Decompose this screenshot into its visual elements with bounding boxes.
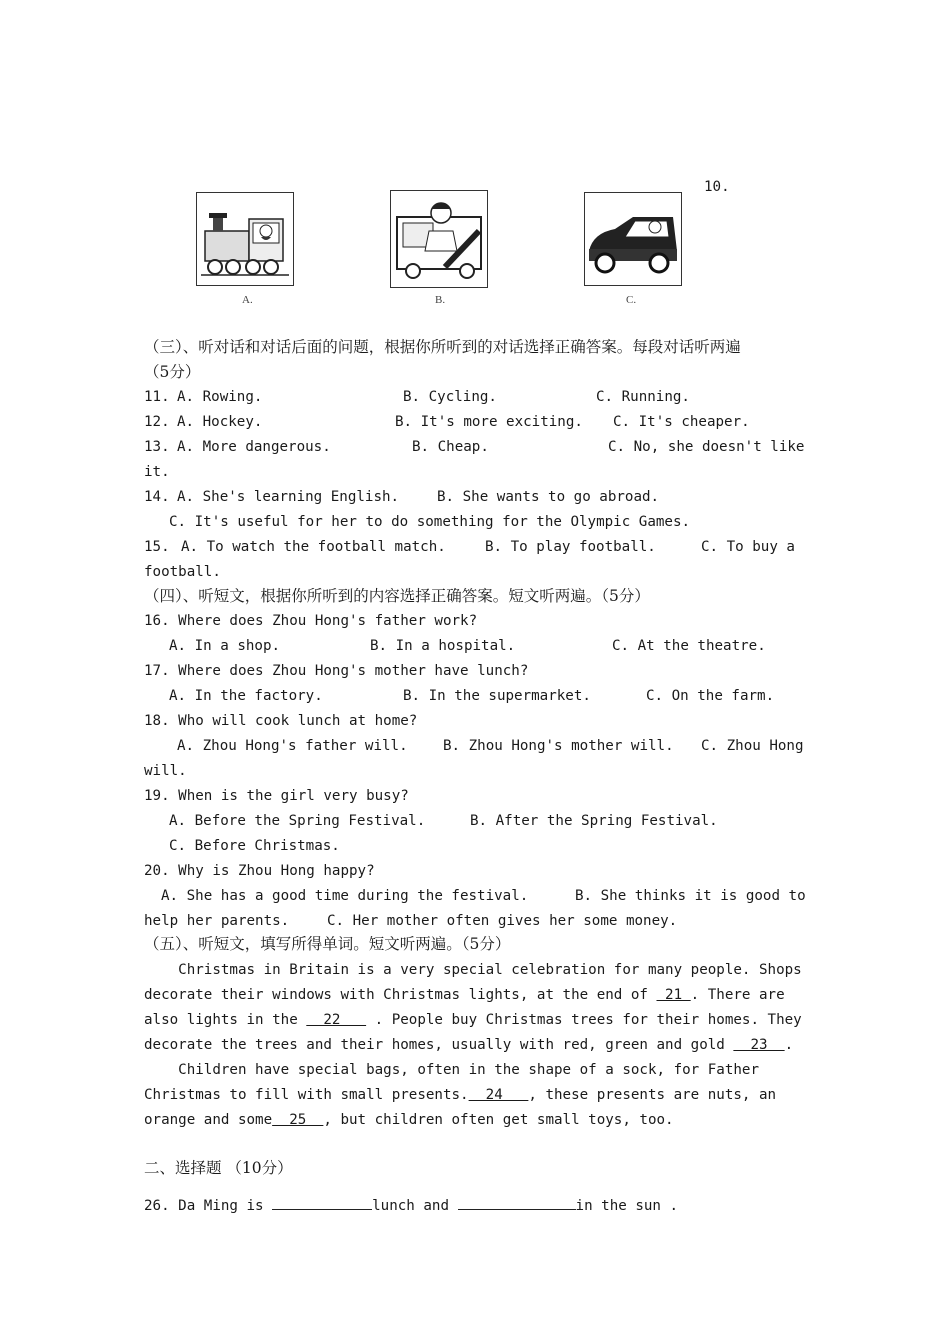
q17-option-c: C. On the farm. [646,688,775,704]
passage-line-6: Christmas to fill with small presents. 24 , these presents are nuts, an [144,1087,777,1103]
option-b-picture [390,190,488,288]
section-5-header: （五）、听短文，填写所得单词。短文听两遍。（5分） [144,935,511,953]
q20-option-a: A. She has a good time during the festival. [161,888,529,904]
option-a-label: A. [242,294,253,306]
q26-line: 26. Da Ming is lunch and in the sun . [144,1195,678,1216]
q18-option-c-cont: will. [144,763,187,779]
q11-number: 11. [144,389,170,405]
q18-option-a: A. Zhou Hong's father will. [177,738,408,754]
question-10-number: 10. [704,179,730,195]
blank-22[interactable]: 22 [306,1012,367,1028]
passage-line-2: decorate their windows with Christmas lights, at the end of 21 . There are [144,987,785,1003]
q13-option-b: B. Cheap. [412,439,489,455]
passage-line-4: decorate the trees and their homes, usually with red, green and gold 23 . [144,1037,794,1053]
q15-option-c-cont: football. [144,564,221,580]
q20-option-c: C. Her mother often gives her some money. [327,913,678,929]
q11-option-b: B. Cycling. [403,389,497,405]
option-a-picture [196,192,294,286]
q13-number: 13. [144,439,170,455]
q19-option-c: C. Before Christmas. [169,838,340,854]
passage-line-1: Christmas in Britain is a very special celebration for many people. Shops [144,962,802,978]
q15-number: 15. [144,539,170,555]
blank-25[interactable]: 25 [272,1112,324,1128]
option-c-label: C. [626,294,637,306]
blank-24[interactable]: 24 [468,1087,529,1103]
train-icon [197,193,293,285]
q19-option-a: A. Before the Spring Festival. [169,813,426,829]
q13-option-c: C. No, she doesn't like [608,439,805,455]
q18-option-c: C. Zhou Hong [701,738,804,754]
q15-option-c: C. To buy a [701,539,795,555]
q17-option-a: A. In the factory. [169,688,323,704]
passage-line-5: Children have special bags, often in the shape of a sock, for Father [144,1062,759,1078]
q20-question: 20. Why is Zhou Hong happy? [144,863,375,879]
q14-option-b: B. She wants to go abroad. [437,489,660,505]
q20-option-b-cont: help her parents. [144,913,290,929]
option-b-label: B. [435,294,446,306]
q13-option-c-cont: it. [144,464,170,480]
q18-option-b: B. Zhou Hong's mother will. [443,738,674,754]
q19-option-b: B. After the Spring Festival. [470,813,718,829]
q12-option-a: A. Hockey. [177,414,263,430]
q11-option-c: C. Running. [596,389,690,405]
section-3-score: （5分） [144,363,201,381]
passage-line-3: also lights in the 22 . People buy Christmas trees for their homes. They [144,1012,802,1028]
section-3-header: （三）、听对话和对话后面的问题，根据你所听到的对话选择正确答案。每段对话听两遍 [144,338,741,356]
q18-question: 18. Who will cook lunch at home? [144,713,418,729]
q17-question: 17. Where does Zhou Hong's mother have lunch? [144,663,529,679]
q16-option-b: B. In a hospital. [370,638,516,654]
q11-option-a: A. Rowing. [177,389,263,405]
q26-blank-2[interactable] [458,1195,576,1210]
q14-number: 14. [144,489,170,505]
q12-option-c: C. It's cheaper. [613,414,750,430]
q19-question: 19. When is the girl very busy? [144,788,409,804]
q17-option-b: B. In the supermarket. [403,688,591,704]
blank-21[interactable]: 21 [656,987,691,1003]
q16-option-c: C. At the theatre. [612,638,766,654]
q14-option-c: C. It's useful for her to do something for the Olympic Games. [169,514,691,530]
option-c-picture [584,192,682,286]
q16-question: 16. Where does Zhou Hong's father work? [144,613,478,629]
part-2-header: 二、选择题 （10分） [144,1159,293,1177]
q13-option-a: A. More dangerous. [177,439,331,455]
car-icon [585,193,681,285]
q20-option-b: B. She thinks it is good to [575,888,806,904]
q14-option-a: A. She's learning English. [177,489,400,505]
q15-option-b: B. To play football. [485,539,656,555]
q26-blank-1[interactable] [272,1195,372,1210]
bus-icon [391,191,487,287]
q15-option-a: A. To watch the football match. [181,539,446,555]
q12-number: 12. [144,414,170,430]
q16-option-a: A. In a shop. [169,638,281,654]
q12-option-b: B. It's more exciting. [395,414,583,430]
blank-23[interactable]: 23 [733,1037,785,1053]
section-4-header: （四）、听短文，根据你所听到的内容选择正确答案。短文听两遍。（5分） [144,587,650,605]
passage-line-7: orange and some 25 , but children often get small toys, too. [144,1112,674,1128]
